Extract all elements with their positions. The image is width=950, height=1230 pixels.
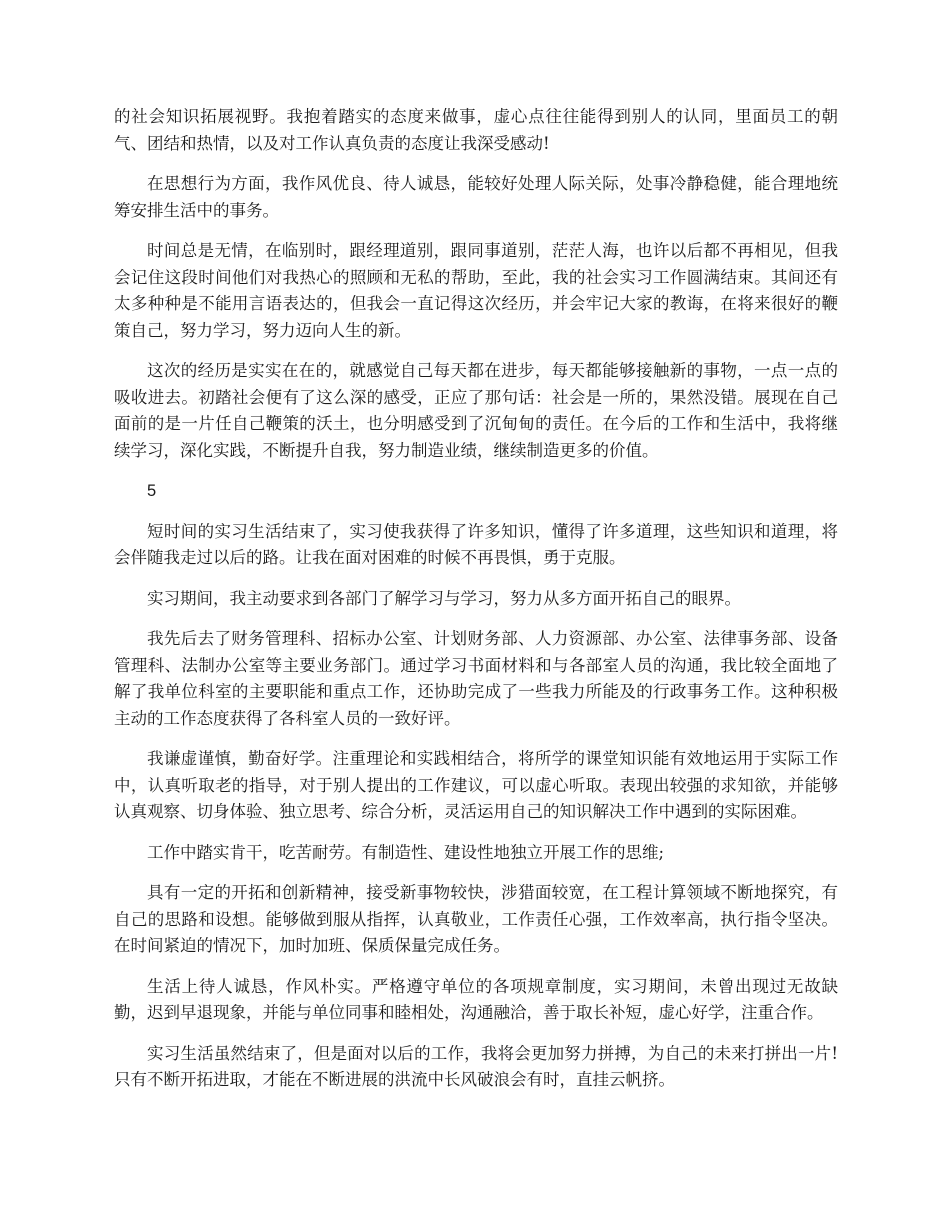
paragraph-internship-end: 短时间的实习生活结束了，实习使我获得了许多知识，懂得了许多道理，这些知识和道理，将会伴随我走过以后的路。让我在面对困难的时候不再畏惧，勇于克服。 bbox=[114, 521, 838, 567]
document-page bbox=[114, 104, 838, 1108]
paragraph-hardworking: 工作中踏实肯干，吃苦耐劳。有制造性、建设性地独立开展工作的思维; bbox=[147, 842, 665, 862]
paragraph-conclusion: 实习生活虽然结束了，但是面对以后的工作，我将会更加努力拼搏，为自己的未来打拼出一片!只有不断开拓进取，才能在不断进展的洪流中长风破浪会有时，直挂云帆挤。 bbox=[114, 1043, 838, 1089]
paragraph-thought-behavior: 在思想行为方面，我作风优良、待人诚恳，能较好处理人际关际，处事冷静稳健，能合理地统筹安排生活中的事务。 bbox=[114, 174, 838, 220]
paragraph-departments-intro: 实习期间，我主动要求到各部门了解学习与学习，努力从多方面开拓自己的眼界。 bbox=[147, 588, 741, 608]
paragraph-attitude: 我谦虚谨慎，勤奋好学。注重理论和实践相结合，将所学的课堂知识能有效地运用于实际工作中，认真听取老的指导，对于别人提出的工作建议，可以虚心听取。表现出较强的求知欲，并能够认真观察、切身体验、独立思考、综合分析，灵活运用自己的知识解决工作中遇到的实际困难。 bbox=[114, 749, 838, 821]
section-number: 5 bbox=[147, 482, 157, 500]
paragraph-life: 生活上待人诚恳，作风朴实。严格遵守单位的各项规章制度，实习期间，未曾出现过无故缺勤，迟到早退现象，并能与单位同事和睦相处，沟通融洽，善于取长补短，虚心好学，注重合作。 bbox=[114, 976, 838, 1022]
paragraph-departments: 我先后去了财务管理科、招标办公室、计划财务部、人力资源部、办公室、法律事务部、设备管理科、法制办公室等主要业务部门。通过学习书面材料和与各部室人员的沟通，我比较全面地了解了我单位科室的主要职能和重点工作，还协助完成了一些我力所能及的行政事务工作。这种积极主动的工作态度获得了各科室人员的一致好评。 bbox=[114, 629, 838, 728]
paragraph-experience: 这次的经历是实实在在的，就感觉自己每天都在进步，每天都能够接触新的事物，一点一点的吸收进去。初踏社会便有了这么深的感受，正应了那句话：社会是一所的，果然没错。展现在自己面前的是一片任自己鞭策的沃土，也分明感受到了沉甸甸的责任。在今后的工作和生活中，我将继续学习，深化实践，不断提升自我，努力制造业绩，继续制造更多的价值。 bbox=[114, 361, 838, 460]
paragraph-continuation: 的社会知识拓展视野。我抱着踏实的态度来做事，虚心点往往能得到别人的认同，里面员工的朝气、团结和热情，以及对工作认真负责的态度让我深受感动! bbox=[114, 107, 838, 153]
paragraph-innovation: 具有一定的开拓和创新精神，接受新事物较快，涉猎面较宽，在工程计算领域不断地探究，有自己的思路和设想。能够做到服从指挥，认真敬业，工作责任心强，工作效率高，执行指令坚决。在时间紧迫的情况下，加时加班、保质保量完成任务。 bbox=[114, 883, 838, 955]
paragraph-farewell: 时间总是无情，在临别时，跟经理道别，跟同事道别，茫茫人海，也许以后都不再相见，但我会记住这段时间他们对我热心的照顾和无私的帮助，至此，我的社会实习工作圆满结束。其间还有太多种种是不能用言语表达的，但我会一直记得这次经历，并会牢记大家的教诲，在将来很好的鞭策自己，努力学习，努力迈向人生的新。 bbox=[114, 241, 838, 340]
